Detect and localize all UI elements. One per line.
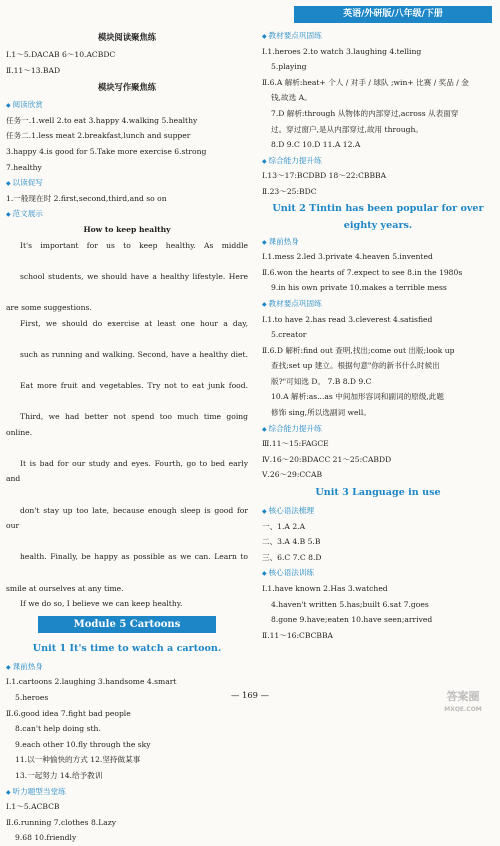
subsection-label: ◆ 教材要点巩固练 (262, 296, 494, 312)
subsection-label: ◆ 综合能力提升练 (262, 153, 494, 169)
section-title: 模块写作聚焦练 (97, 82, 157, 93)
essay-line: It is bad for our study and eyes. Fourth, go to bed early and (6, 458, 248, 484)
answer-line: 任务二.1.less meat 2.breakfast,lunch and supper (6, 131, 191, 141)
subsection-label: ◆ 课前热身 (6, 659, 248, 675)
answer-line: Ⅰ.1.mess 2.led 3.private 4.heaven 5.invented (262, 252, 433, 262)
answer-line: 一、1.A 2.A (262, 521, 306, 531)
answer-line: Ⅱ.6.A 解析:heat+ 个人 / 对手 / 球队 ;win+ 比赛 / 奖品 / 金 (262, 77, 469, 87)
subsection-label: ◆ 综合能力提升练 (262, 421, 494, 437)
essay-line: don't stay up too late, because enough sleep is good for our (6, 505, 248, 531)
essay-title: How to keep healthy (83, 224, 171, 234)
subsection-label: ◆ 核心语法梳理 (262, 503, 494, 519)
essay-line: Third, we had better not spend too much time going online. (6, 412, 248, 437)
answer-line: Ⅱ.6.won the hearts of 7.expect to see 8.in the 1980s (262, 267, 463, 277)
unit-title: Unit 1 It's time to watch a cartoon. (32, 642, 222, 654)
answer-line: 11.以一种愉快的方式 12.坚持做某事 (15, 755, 141, 765)
answer-line: 5.heroes (15, 692, 49, 702)
answer-line: 4.haven't written 5.has;built 6.sat 7.goes (271, 599, 429, 609)
answer-line: 5.playing (271, 62, 307, 72)
module-banner: Module 5 Cartoons (38, 616, 216, 633)
watermark-logo: 答案圈 MXQE.COM (444, 690, 482, 713)
answer-line: 9.each other 10.fly through the sky (15, 739, 151, 749)
answer-line: 10.A 解析:as...as 中间加形容词和副词的原级,此题 (271, 392, 444, 402)
answer-line: 过。穿过窗户,是从内部穿过,故用 through。 (271, 124, 423, 134)
answer-line: 钱,故选 A。 (271, 93, 312, 103)
answer-line: 13.一起努力 14.给予教训 (15, 770, 103, 780)
answer-line: 3.happy 4.is good for 5.Take more exercise 6.strong (6, 146, 207, 156)
answer-line: 8.gone 9.have;eaten 10.have seen;arrived (271, 615, 433, 625)
essay-line: If we do so, I believe we can keep healthy. (20, 599, 183, 609)
answer-line: Ⅰ.1.heroes 2.to watch 3.laughing 4.telling (262, 46, 422, 56)
answer-line: 1.一般现在时 2.first,second,third,and so on (6, 193, 167, 203)
answer-line: 8.D 9.C 10.D 11.A 12.A (271, 140, 361, 150)
answer-line: 7.healthy (6, 162, 42, 172)
answer-line: Ⅱ.23～25:BDC (262, 186, 317, 196)
answer-line: 三、6.C 7.C 8.D (262, 552, 322, 562)
answer-line: Ⅰ.1.to have 2.has read 3.cleverest 4.satisfied (262, 314, 433, 324)
subsection-label: ◆ 听力题型当堂练 (6, 784, 248, 800)
answer-line: Ⅰ.1～5.ACBCB (6, 802, 60, 812)
essay-line: It's important for us to keep healthy. As middle (20, 240, 248, 250)
answer-line: Ⅲ.11～15:FAGCE (262, 439, 329, 449)
page-number: — 169 — (230, 690, 270, 700)
answer-line: 8.can't help doing sth. (15, 724, 101, 734)
answer-line: 版?"可知选 D。 7.B 8.D 9.C (271, 376, 372, 386)
subsection-label: ◆ 范文展示 (6, 206, 248, 222)
answer-line: 二、3.A 4.B 5.B (262, 537, 321, 547)
essay-line: First, we should do exercise at least one hour a day, (20, 318, 248, 328)
answer-line: Ⅱ.6.running 7.clothes 8.Lazy (6, 817, 117, 827)
page-header-banner: 英语/外研版/八年级/下册 (294, 6, 492, 23)
answer-line: Ⅱ.6.good idea 7.fight bad people (6, 708, 131, 718)
essay-line: smile at ourselves at any time. (6, 583, 124, 593)
essay-line: school students, we should have a healthy lifestyle. Here (20, 271, 248, 281)
subsection-label: ◆ 教材要点巩固练 (262, 28, 494, 44)
left-column (6, 28, 248, 846)
essay-line: such as running and walking. Second, have a healthy diet. (20, 349, 248, 359)
answer-line: 9.68 10.friendly (15, 833, 77, 843)
subsection-label: ◆ 阅读欣赏 (6, 97, 248, 113)
unit-title: Unit 2 Tintin has been popular for over eighty years. (272, 202, 484, 231)
answer-line: 任务一.1.well 2.to eat 3.happy 4.walking 5.healthy (6, 115, 198, 125)
answer-line: Ⅱ.11～16:CBCBBA (262, 630, 334, 640)
answer-line: Ⅰ.13～17:BCDBD 18～22:CBBBA (262, 171, 387, 181)
essay-line: are some suggestions. (6, 302, 92, 312)
subsection-label: ◆ 核心语法训练 (262, 565, 494, 581)
answer-line: Ⅳ.16～20:BDACC 21～25:CABDD (262, 454, 392, 464)
essay-line: Eat more fruit and vegetables. Try not to eat junk food. (20, 380, 248, 390)
answer-line: 查找;set up 建立。根据句意"你的新书什么时候出 (271, 361, 440, 371)
answer-line: 5.creator (271, 330, 307, 340)
answer-line: Ⅰ.1.cartoons 2.laughing 3.handsome 4.smart (6, 677, 177, 687)
subsection-label: ◆ 课前热身 (262, 234, 494, 250)
answer-line: 修饰 sing,所以选副词 well。 (271, 408, 371, 418)
section-title: 模块阅读聚焦练 (97, 32, 157, 42)
answer-line: Ⅴ.26～29:CCAB (262, 470, 323, 480)
essay-line: health. Finally, be happy as possible as we can. Learn to (20, 552, 248, 562)
answer-line: Ⅱ.11～13.BAD (6, 65, 61, 75)
answer-line: 7.D 解析:through 从物体的内部穿过,across 从表面穿 (271, 108, 459, 118)
right-column (262, 28, 494, 643)
subsection-label: ◆ 以读促写 (6, 175, 248, 191)
answer-line: 9.in his own private 10.makes a terrible mess (271, 283, 447, 293)
answer-line: Ⅰ.1.have known 2.Has 3.watched (262, 584, 388, 593)
answer-line: Ⅰ.1～5.DACAB 6～10.ACBDC (6, 50, 116, 59)
unit-title: Unit 3 Language in use (315, 487, 441, 499)
answer-line: Ⅱ.6.D 解析:find out 查明,找出;come out 出版;look up (262, 345, 455, 355)
